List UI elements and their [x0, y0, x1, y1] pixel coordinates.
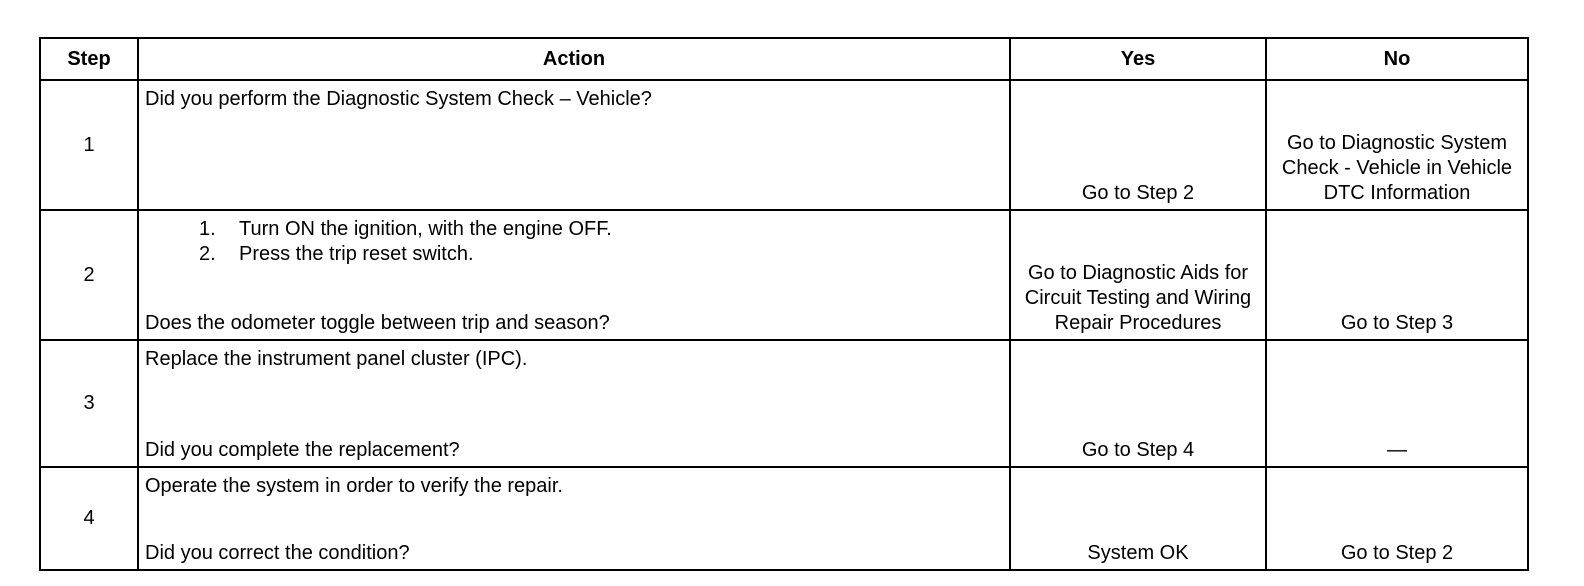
list-item: [199, 217, 1003, 242]
header-action: Action: [138, 38, 1010, 80]
no-cell: —: [1266, 340, 1528, 467]
header-no: No: [1266, 38, 1528, 80]
header-step: Step: [40, 38, 138, 80]
action-text: Operate the system in order to verify the repair.: [145, 475, 563, 497]
table-row: [40, 210, 1528, 340]
action-question: Does the odometer toggle between trip and season?: [145, 312, 610, 334]
yes-cell: Go to Step 2: [1010, 80, 1266, 210]
table-row: [40, 340, 1528, 467]
list-item: [199, 242, 1003, 267]
step-number: 3: [40, 340, 138, 467]
header-yes: Yes: [1010, 38, 1266, 80]
header-row: [40, 38, 1528, 80]
list-item-text: Turn ON the ignition, with the engine OFF.: [239, 218, 612, 240]
step-number: 1: [40, 80, 138, 210]
step-number: 4: [40, 467, 138, 570]
no-cell: Go to Step 2: [1266, 467, 1528, 570]
table-row: [40, 467, 1528, 570]
action-cell: [138, 340, 1010, 467]
action-text: Replace the instrument panel cluster (IPC).: [145, 348, 528, 370]
yes-cell: System OK: [1010, 467, 1266, 570]
step-number: 2: [40, 210, 138, 340]
no-cell: Go to Diagnostic System Check - Vehicle in Vehicle DTC Information: [1266, 80, 1528, 210]
action-question: Did you correct the condition?: [145, 542, 410, 564]
list-item-number: 1.: [199, 218, 216, 240]
action-cell: [138, 210, 1010, 340]
table-row: [40, 80, 1528, 210]
yes-cell: Go to Step 4: [1010, 340, 1266, 467]
no-cell: Go to Step 3: [1266, 210, 1528, 340]
action-text: Did you perform the Diagnostic System Check – Vehicle?: [145, 88, 652, 110]
action-cell: [138, 467, 1010, 570]
action-list: [145, 217, 1003, 267]
list-item-number: 2.: [199, 243, 216, 265]
diagnostic-table: [39, 37, 1529, 571]
action-question: Did you complete the replacement?: [145, 439, 460, 461]
action-cell: [138, 80, 1010, 210]
list-item-text: Press the trip reset switch.: [239, 243, 474, 265]
yes-cell: Go to Diagnostic Aids for Circuit Testing and Wiring Repair Procedures: [1010, 210, 1266, 340]
